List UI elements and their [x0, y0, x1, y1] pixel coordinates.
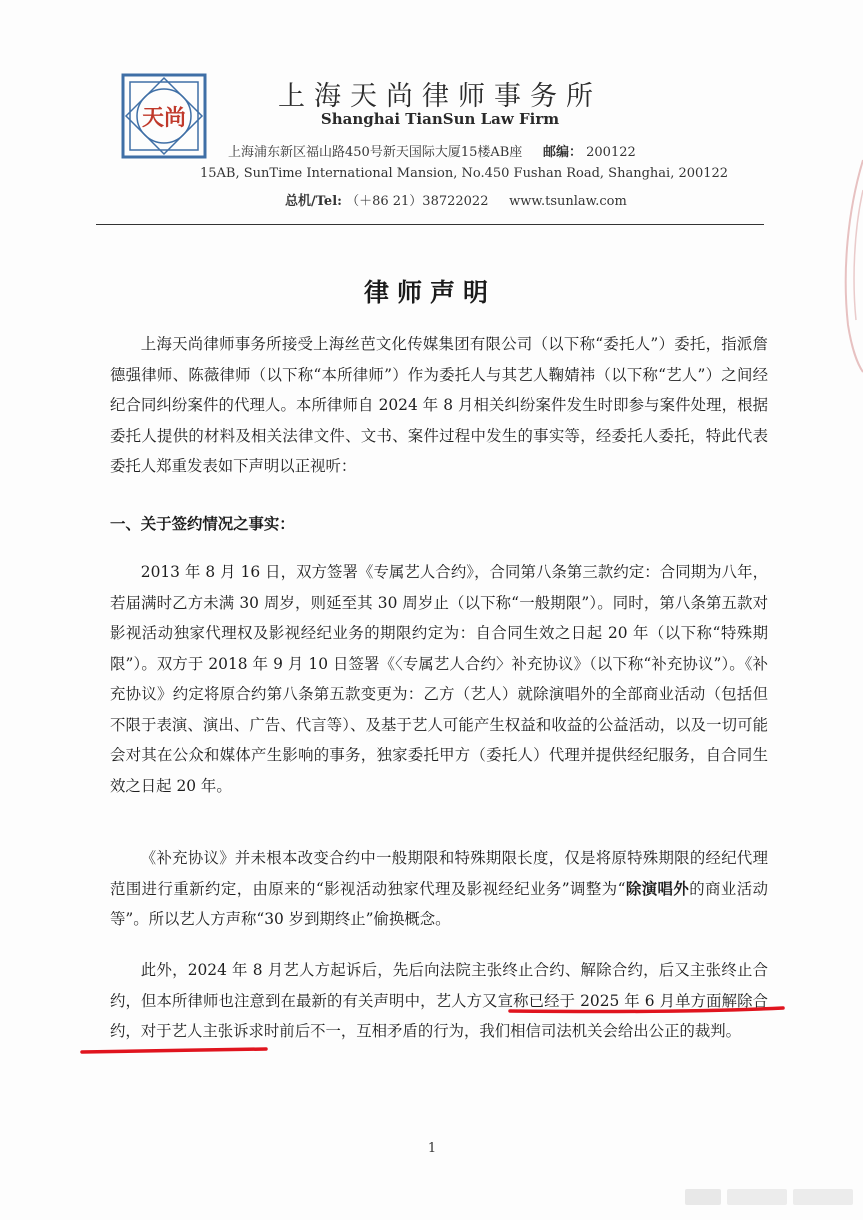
- postcode-label: 邮编：: [542, 145, 582, 160]
- postcode: 200122: [586, 145, 636, 160]
- litigation-paragraph: 此外，2024 年 8 月艺人方起诉后，先后向法院主张终止合约、解除合约，后又主张终止合约，但本所律师也注意到在最新的有关声明中，艺人方又宣称已经于 2025 年 6 月单方面解除合约，对于艺人主张诉求时前后不一，互相矛盾的行为，我们相信司法机关会给出公正的裁判。: [110, 961, 768, 1040]
- watermark: [685, 1186, 855, 1208]
- address-cn: 上海浦东新区福山路450号新天国际大厦15楼AB座: [228, 145, 523, 160]
- document-title: 律师声明: [363, 278, 496, 307]
- seal-stamp-partial: [828, 150, 863, 380]
- firm-name-en: Shanghai TianSun Law Firm: [320, 110, 560, 128]
- p3-text-a: 《补充协议》并未根本改变合约中一般期限和特殊期限长度，仅是将原特殊期限的经纪代理范围进行重新约定，由原来的“影视活动独家代理及影视经纪业务”调整为“: [110, 849, 768, 898]
- website-link[interactable]: www.tsunlaw.com: [509, 194, 627, 209]
- section-heading: 一、关于签约情况之事实：: [110, 515, 295, 533]
- contact-line: [285, 190, 627, 209]
- tel-label: 总机/Tel:: [285, 194, 342, 209]
- intro-paragraph: 上海天尚律师事务所接受上海丝芭文化传媒集团有限公司（以下称“委托人”）委托，指派詹德强律师、陈薇律师（以下称“本所律师”）作为委托人与其艺人鞠婧祎（以下称“艺人”）之间经纪合同纠纷案件的代理人。本所律师自 2024 年 8 月相关纠纷案件发生时即参与案件处理，根据委托人提供的材料及相关法律文件、文书、案件过程中发生的事实等，经委托人委托，特此代表委托人郑重发表如下声明以正视听：: [110, 335, 768, 475]
- address-cn-line: [228, 141, 636, 160]
- firm-name-cn: 上海天尚律师事务所: [278, 81, 602, 112]
- page-number: 1: [427, 1141, 437, 1156]
- signing-facts-paragraph: 2013 年 8 月 16 日，双方签署《专属艺人合约》，合同第八条第三款约定：合同期为八年，若届满时乙方未满 30 周岁，则延至其 30 周岁止（以下称“一般期限”）。同时，第八条第五款对影视活动独家代理权及影视经纪业务的期限约定为：自合同生效之日起 20 年（以下称“特殊期限”）。双方于 2018 年 9 月 10 日签署《〈专属艺人合约〉补充协议》（以下称“补充协议”）。《补充协议》约定将原合约第八条第五款变更为：乙方（艺人）就除演唱外的全部商业活动（包括但不限于表演、演出、广告、代言等）、及基于艺人可能产生权益和收益的公益活动，以及一切可能会对其在公众和媒体产生影响的事务，独家委托甲方（委托人）代理并提供经纪服务，自合同生效之日起 20 年。: [110, 563, 768, 795]
- tel-number: （＋86 21）38722022: [346, 194, 489, 209]
- law-firm-logo: [121, 73, 207, 159]
- address-en: 15AB, SunTime International Mansion, No.450 Fushan Road, Shanghai, 200122: [200, 166, 729, 181]
- logo-text: 天尚: [141, 105, 187, 131]
- p3-text-b: 的商业活动等”。所以艺人方声称“30 岁到期终止”偷换概念。: [110, 879, 768, 928]
- supplementary-agreement-paragraph: [110, 843, 768, 935]
- header-divider: [96, 224, 764, 225]
- p3-bold-text: 除演唱外: [625, 879, 690, 898]
